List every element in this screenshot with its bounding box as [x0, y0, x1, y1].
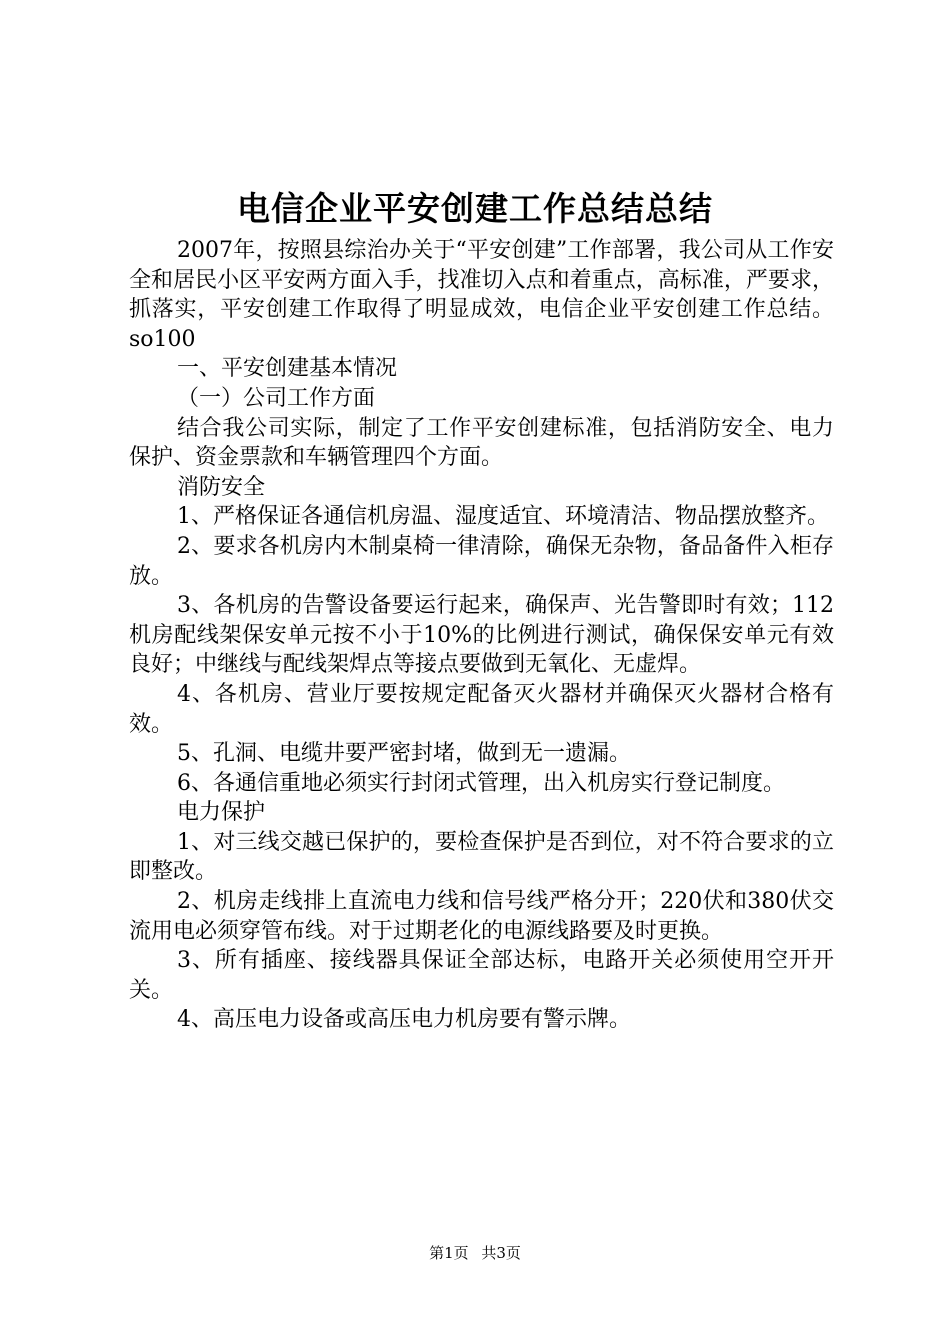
- list-item: 4、高压电力设备或高压电力机房要有警示牌。: [177, 1007, 631, 1033]
- list-item: 6、各通信重地必须实行封闭式管理，出入机房实行登记制度。: [177, 770, 785, 796]
- document-title: 电信企业平安创建工作总结总结: [237, 189, 713, 228]
- page-total: 共3页: [481, 1244, 521, 1262]
- heading-fire-safety: 消防安全: [177, 474, 266, 500]
- heading-subsection-1: （一）公司工作方面: [177, 385, 376, 411]
- document-body: [129, 236, 834, 1035]
- paragraph-intro: 2007年，按照县综治办关于“平安创建”工作部署，我公司从工作安全和居民小区平安两方面入手，找准切入点和着重点，高标准，严要求，抓落实，平安创建工作取得了明显成效，电信企业平安创建工作总结。so100: [129, 238, 834, 352]
- list-item: 2、要求各机房内木制桌椅一律清除，确保无杂物，备品备件入柜存放。: [129, 533, 834, 589]
- list-item: 1、严格保证各通信机房温、湿度适宜、环境清洁、物品摆放整齐。: [177, 504, 829, 530]
- list-item: 1、对三线交越已保护的，要检查保护是否到位，对不符合要求的立即整改。: [129, 829, 834, 885]
- list-item: 4、各机房、营业厅要按规定配备灭火器材并确保灭火器材合格有效。: [129, 681, 834, 737]
- list-item: 5、孔洞、电缆井要严密封堵，做到无一遗漏。: [177, 741, 631, 767]
- page-footer: [0, 1243, 950, 1263]
- list-item: 2、机房走线排上直流电力线和信号线严格分开；220伏和380伏交流用电必须穿管布线。对于过期老化的电源线路要及时更换。: [129, 889, 834, 944]
- paragraph-standards: 结合我公司实际，制定了工作平安创建标准，包括消防安全、电力保护、资金票款和车辆管理四个方面。: [129, 415, 834, 471]
- page-number: 第1页: [429, 1244, 469, 1262]
- list-item: 3、各机房的告警设备要运行起来，确保声、光告警即时有效；112机房配线架保安单元按不小于10%的比例进行测试，确保保安单元有效良好；中继线与配线架焊点等接点要做到无氧化、无虚焊。: [129, 593, 834, 678]
- heading-power-protection: 电力保护: [177, 800, 266, 826]
- heading-section-1: 一、平安创建基本情况: [177, 356, 398, 382]
- list-item: 3、所有插座、接线器具保证全部达标，电路开关必须使用空开开关。: [129, 948, 834, 1003]
